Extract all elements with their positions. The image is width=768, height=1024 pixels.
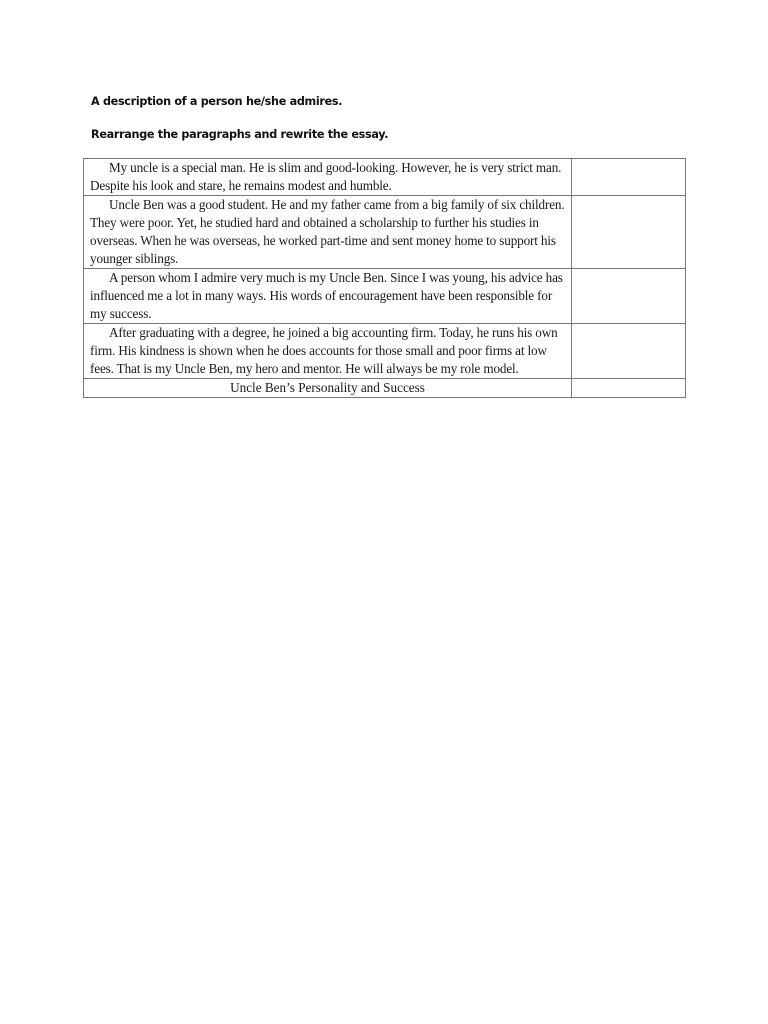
order-answer-cell[interactable] (572, 324, 686, 379)
order-answer-cell[interactable] (572, 269, 686, 324)
table-row (84, 196, 686, 269)
paragraph-text: Uncle Ben was a good student. He and my father came from a big family of six children. They were poor. Yet, he studied hard and obtained a scholarship to further his studies in overseas. When he was overseas, he worked part-time and sent money home to support his younger siblings. (90, 197, 565, 266)
paragraph-text: After graduating with a degree, he joined a big accounting firm. Today, he runs his own firm. His kindness is shown when he does accounts for those small and poor firms at low fees. That is my Uncle Ben, my hero and mentor. He will always be my role model. (90, 325, 558, 376)
worksheet-title: A description of a person he/she admires. (91, 95, 343, 108)
paragraph-text: My uncle is a special man. He is slim and good-looking. However, he is very strict man. Despite his look and stare, he remains modest and humble. (90, 160, 562, 193)
order-answer-cell[interactable] (572, 159, 686, 196)
paragraph-table (83, 158, 686, 398)
paragraph-cell (84, 159, 572, 196)
paragraph-text: A person whom I admire very much is my Uncle Ben. Since I was young, his advice has influenced me a lot in many ways. His words of encouragement have been responsible for my success. (90, 270, 563, 321)
table-row (84, 324, 686, 379)
order-answer-cell[interactable] (572, 379, 686, 398)
paragraph-cell (84, 269, 572, 324)
table-row (84, 269, 686, 324)
table-row (84, 159, 686, 196)
worksheet-instruction: Rearrange the paragraphs and rewrite the essay. (91, 128, 389, 141)
paragraph-cell (84, 324, 572, 379)
essay-title-cell: Uncle Ben’s Personality and Success (84, 379, 572, 398)
paragraph-cell (84, 196, 572, 269)
table-row (84, 379, 686, 398)
order-answer-cell[interactable] (572, 196, 686, 269)
